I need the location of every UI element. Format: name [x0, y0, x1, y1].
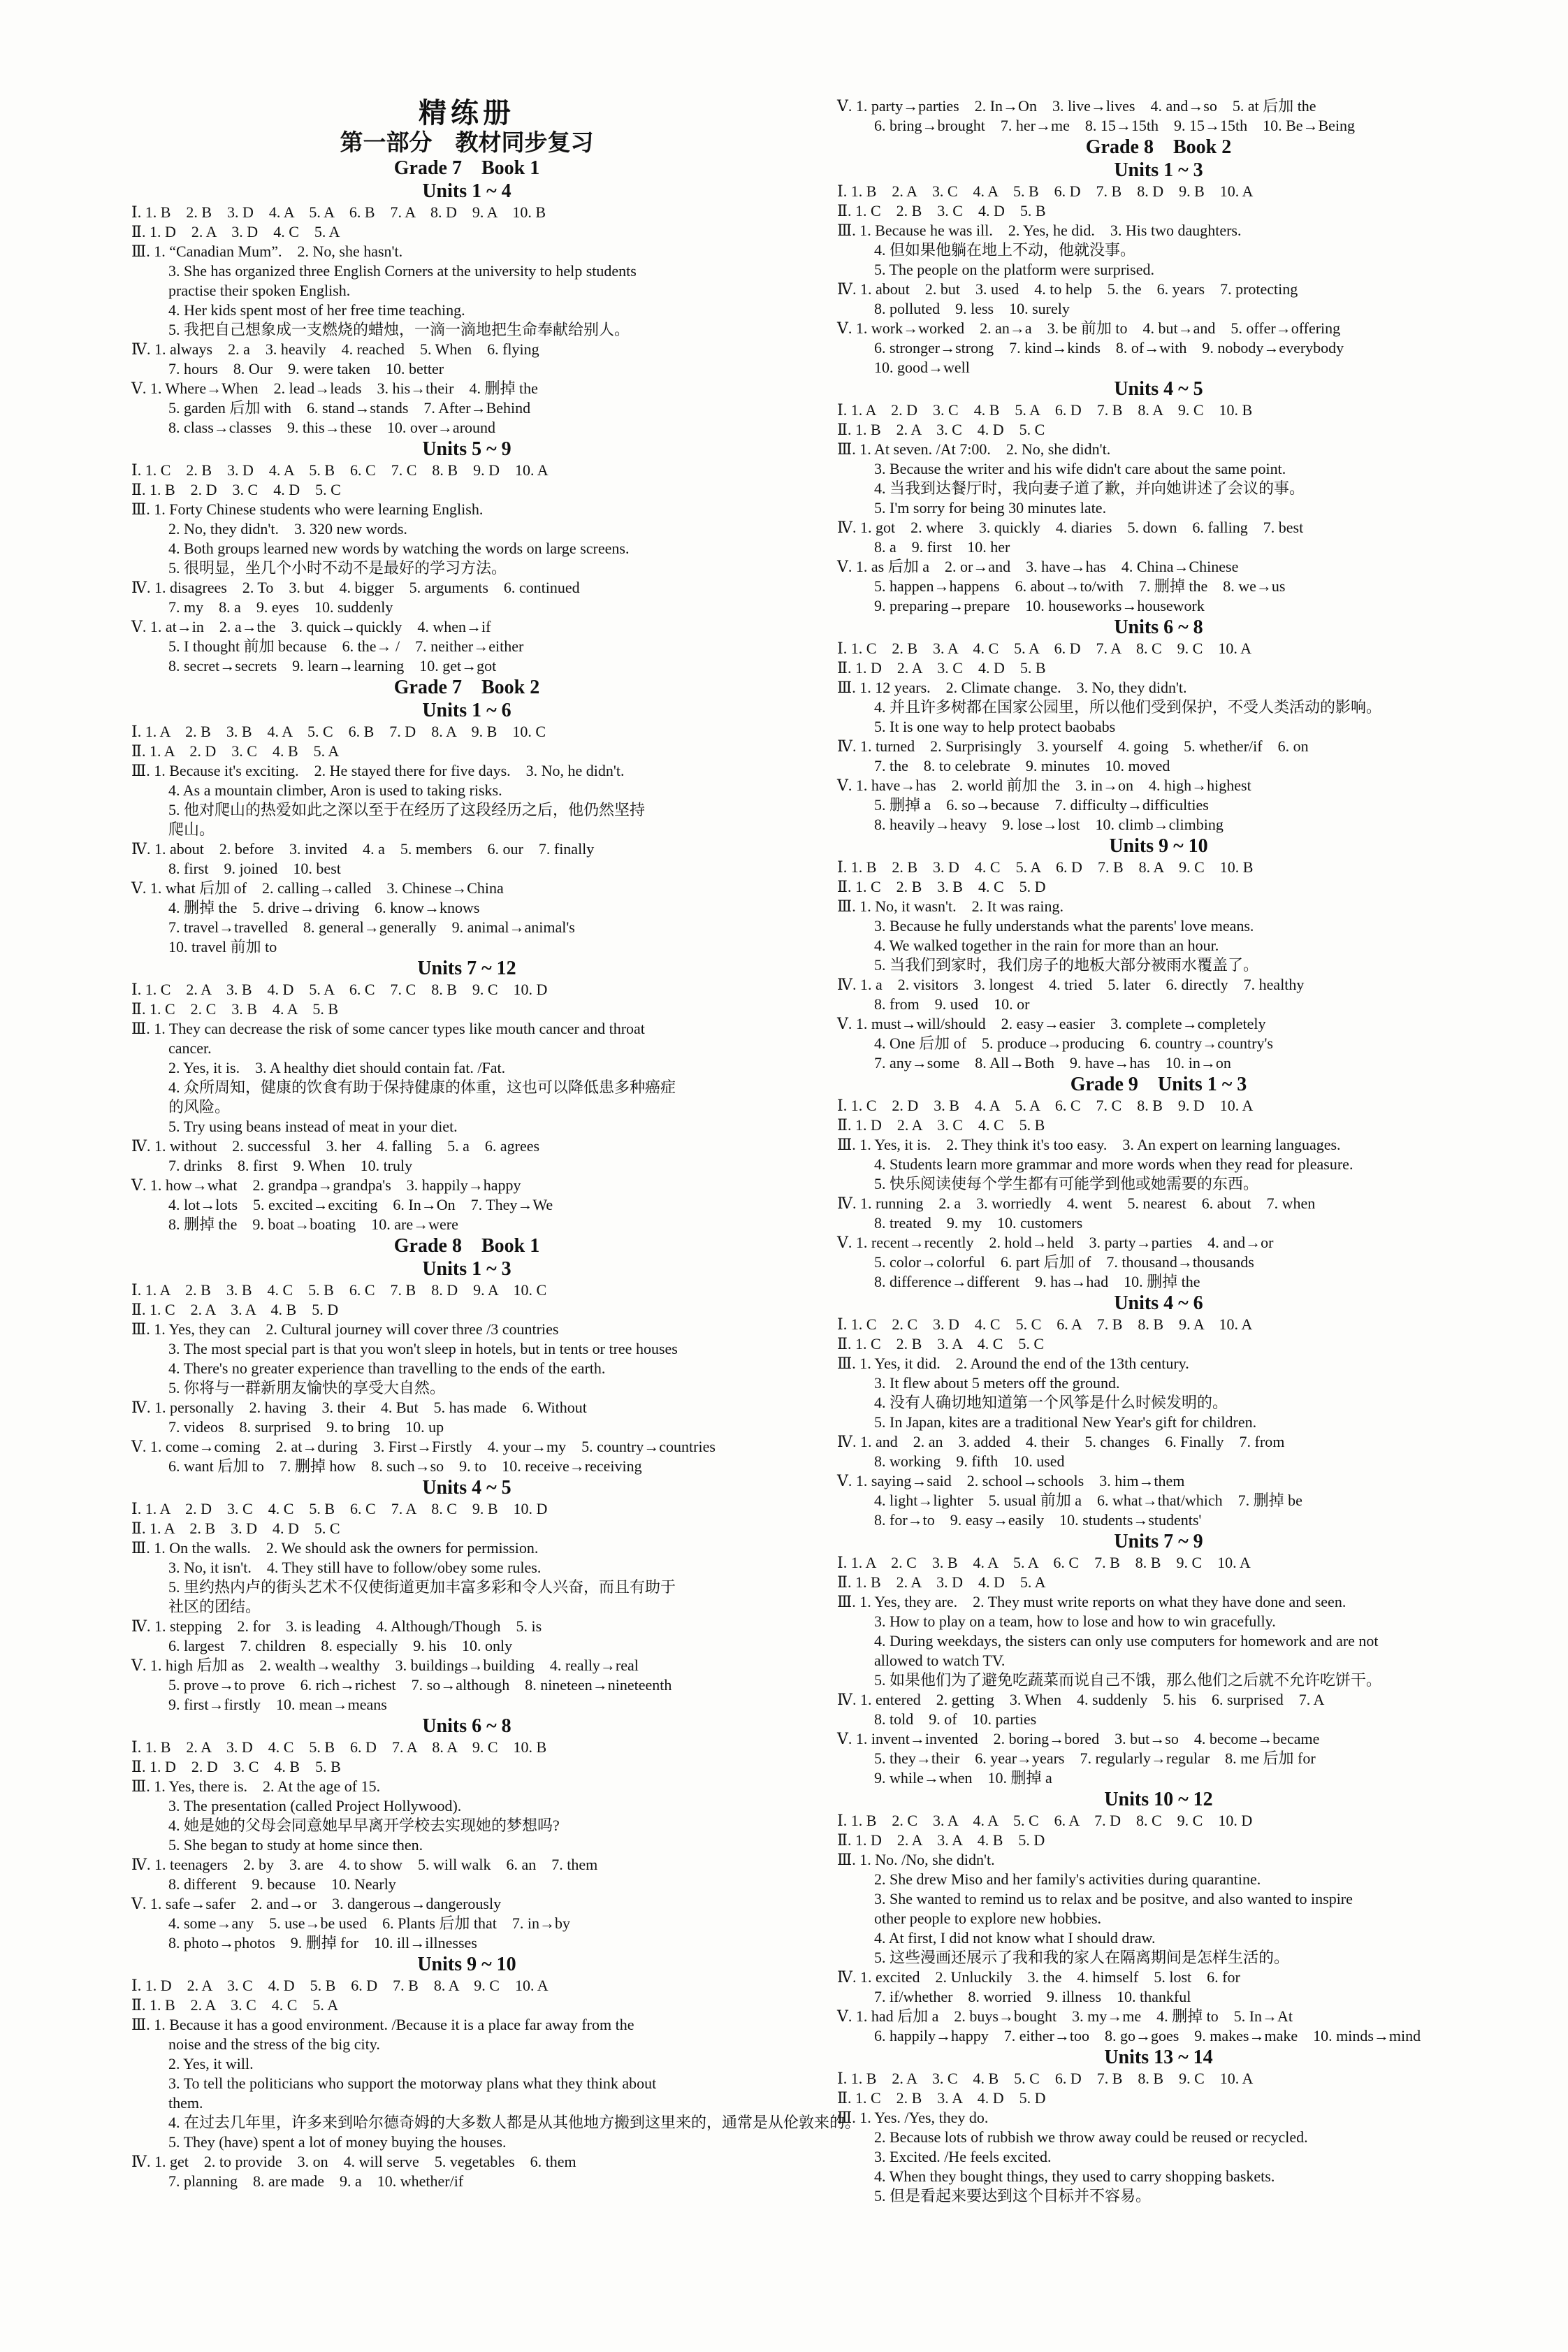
answer-line: Ⅲ. 1. No. /No, she didn't. [837, 1851, 995, 1868]
answer-line: 3. It flew about 5 meters off the ground. [874, 1374, 1120, 1392]
answer-line: 4. 没有人确切地知道第一个风筝是什么时候发明的。 [874, 1394, 1228, 1411]
answer-line: 8. heavily→heavy 9. lose→lost 10. climb→climbing [874, 816, 1224, 833]
answer-line: 5. I thought 前加 because 6. the→ / 7. neither→either [168, 637, 524, 655]
answer-line: 5. 你将与一群新朋友愉快的享受大自然。 [168, 1379, 446, 1397]
answer-line: 4. 删掉 the 5. drive→driving 6. know→knows [168, 899, 480, 916]
answer-line: Ⅱ. 1. B 2. A 3. D 4. D 5. A [837, 1573, 1046, 1591]
answer-line: Ⅴ. 1. high 后加 as 2. wealth→wealthy 3. buildings→building 4. really→real [131, 1657, 639, 1674]
answer-line: 8. difference→different 9. has→had 10. 删掉 the [874, 1273, 1200, 1290]
answer-line: 7. any→some 8. All→Both 9. have→has 10. in→on [874, 1054, 1231, 1072]
answer-line: them. [168, 2094, 203, 2112]
section-heading: Units 4 ~ 5 [422, 1477, 511, 1499]
answer-line: 5. The people on the platform were surprised. [874, 261, 1154, 278]
answer-line: Ⅱ. 1. A 2. B 3. D 4. D 5. C [131, 1520, 340, 1537]
answer-line: Ⅲ. 1. Yes, there is. 2. At the age of 15. [131, 1777, 381, 1795]
answer-line: Ⅳ. 1. personally 2. having 3. their 4. But 5. has made 6. Without [131, 1399, 587, 1416]
answer-line: Ⅳ. 1. a 2. visitors 3. longest 4. tried 5. later 6. directly 7. healthy [837, 976, 1305, 993]
answer-line: 4. 并且许多树都在国家公园里，所以他们受到保护，不受人类活动的影响。 [874, 698, 1382, 716]
answer-line: Ⅲ. 1. They can decrease the risk of some cancer types like mouth cancer and throat [131, 1020, 645, 1037]
answer-line: 6. bring→brought 7. her→me 8. 15→15th 9. 15→15th 10. Be→Being [874, 117, 1356, 134]
answer-line: 4. 但如果他躺在地上不动，他就没事。 [874, 241, 1136, 259]
answer-line: Ⅴ. 1. as 后加 a 2. or→and 3. have→has 4. China→Chinese [837, 558, 1239, 575]
answer-line: 3. The presentation (called Project Hollywood). [168, 1797, 462, 1814]
section-heading: Units 1 ~ 4 [422, 180, 511, 202]
answer-line: 4. Both groups learned new words by watching the words on large screens. [168, 540, 630, 557]
answer-line: 8. working 9. fifth 10. used [874, 1452, 1065, 1470]
answer-line: cancer. [168, 1039, 212, 1057]
answer-line: 4. At first, I did not know what I should draw. [874, 1929, 1156, 1947]
answer-line: Ⅴ. 1. had 后加 a 2. buys→bought 3. my→me 4. 删掉 to 5. In→At [837, 2007, 1293, 2025]
answer-line: 4. As a mountain climber, Aron is used to taking risks. [168, 781, 502, 799]
answer-line: 4. During weekdays, the sisters can only use computers for homework and are not [874, 1632, 1379, 1650]
answer-line: Ⅲ. 1. No, it wasn't. 2. It was raing. [837, 897, 1064, 915]
section-heading: Grade 7 Book 1 [393, 157, 540, 179]
answer-line: 4. One 后加 of 5. produce→producing 6. country→country's [874, 1034, 1273, 1052]
answer-line: Ⅴ. 1. Where→When 2. lead→leads 3. his→their 4. 删掉 the [131, 380, 538, 397]
answer-line: allowed to watch TV. [874, 1652, 1006, 1669]
answer-line: 6. stronger→strong 7. kind→kinds 8. of→with 9. nobody→everybody [874, 339, 1344, 356]
answer-line: other people to explore new hobbies. [874, 1910, 1102, 1927]
answer-line: 3. Because he fully understands what the parents' love means. [874, 917, 1254, 935]
answer-line: Ⅰ. 1. A 2. B 3. B 4. A 5. C 6. B 7. D 8. A 9. B 10. C [131, 723, 546, 740]
answer-line: 2. No, they didn't. 3. 320 new words. [168, 520, 407, 538]
answer-line: Ⅰ. 1. A 2. D 3. C 4. B 5. A 6. D 7. B 8. A 9. C 10. B [837, 401, 1253, 419]
answer-line: 5. happen→happens 6. about→to/with 7. 删掉 the 8. we→us [874, 577, 1286, 595]
answer-line: 5. 删掉 a 6. so→because 7. difficulty→difficulties [874, 796, 1209, 814]
answer-line: Ⅰ. 1. D 2. A 3. C 4. D 5. B 6. D 7. B 8. A 9. C 10. A [131, 1977, 549, 1994]
section-heading: Units 6 ~ 8 [422, 1715, 511, 1737]
answer-line: 2. She drew Miso and her family's activities during quarantine. [874, 1870, 1261, 1888]
answer-line: 6. want 后加 to 7. 删掉 how 8. such→so 9. to 10. receive→receiving [168, 1457, 642, 1475]
answer-line: Ⅳ. 1. get 2. to provide 3. on 4. will serve 5. vegetables 6. them [131, 2153, 576, 2170]
answer-line: 8. a 9. first 10. her [874, 538, 1010, 556]
answer-line: Ⅲ. 1. Because it's exciting. 2. He stayed there for five days. 3. No, he didn't. [131, 762, 625, 779]
answer-line: Ⅰ. 1. C 2. B 3. D 4. A 5. B 6. C 7. C 8. B 9. D 10. A [131, 461, 549, 479]
answer-line: 3. Excited. /He feels excited. [874, 2148, 1052, 2165]
answer-line: 3. To tell the politicians who support the motorway plans what they think about [168, 2075, 657, 2092]
answer-line: 2. Yes, it is. 3. A healthy diet should contain fat. /Fat. [168, 1059, 506, 1076]
answer-line: Ⅰ. 1. C 2. D 3. B 4. A 5. A 6. C 7. C 8. B 9. D 10. A [837, 1097, 1254, 1114]
answer-line: Ⅴ. 1. work→worked 2. an→a 3. be 前加 to 4. but→and 5. offer→offering [837, 319, 1341, 337]
answer-line: Ⅰ. 1. B 2. A 3. C 4. B 5. C 6. D 7. B 8. B 9. C 10. A [837, 2070, 1254, 2087]
section-heading: 精练册 [419, 97, 515, 129]
answer-line: Ⅱ. 1. A 2. D 3. C 4. B 5. A [131, 742, 340, 760]
section-heading: Units 9 ~ 10 [417, 1954, 516, 1975]
answer-line: 7. planning 8. are made 9. a 10. whether/if [168, 2172, 464, 2190]
section-heading: Grade 9 Units 1 ~ 3 [1070, 1074, 1247, 1095]
answer-line: Ⅳ. 1. always 2. a 3. heavily 4. reached 5. When 6. flying [131, 340, 539, 358]
answer-line: Ⅳ. 1. teenagers 2. by 3. are 4. to show 5. will walk 6. an 7. them [131, 1856, 598, 1873]
answer-line: Ⅴ. 1. must→will/should 2. easy→easier 3. complete→completely [837, 1015, 1266, 1032]
answer-line: 8. treated 9. my 10. customers [874, 1214, 1083, 1232]
answer-line: 4. 她是她的父母会同意她早早离开学校去实现她的梦想吗? [168, 1817, 560, 1834]
answer-line: 6. happily→happy 7. either→too 8. go→goes 9. makes→make 10. minds→mind [874, 2027, 1421, 2044]
answer-line: 4. 众所周知，健康的饮食有助于保持健康的体重，这也可以降低患多种癌症 [168, 1078, 676, 1096]
answer-line: Ⅴ. 1. at→in 2. a→the 3. quick→quickly 4. when→if [131, 618, 491, 635]
answer-line: 9. first→firstly 10. mean→means [168, 1696, 387, 1713]
answer-line: 7. hours 8. Our 9. were taken 10. better [168, 360, 444, 377]
answer-line: 5. 这些漫画还展示了我和我的家人在隔离期间是怎样生活的。 [874, 1949, 1290, 1966]
section-heading: Units 4 ~ 6 [1114, 1292, 1203, 1314]
answer-line: 5. In Japan, kites are a traditional New Year's gift for children. [874, 1413, 1257, 1431]
answer-line: 5. 里约热内卢的街头艺术不仅使街道更加丰富多彩和令人兴奋，而且有助于 [168, 1578, 676, 1596]
section-heading: Grade 8 Book 1 [393, 1235, 540, 1257]
answer-line: 8. from 9. used 10. or [874, 995, 1030, 1013]
answer-line: Ⅱ. 1. D 2. D 3. C 4. B 5. B [131, 1758, 341, 1775]
answer-line: noise and the stress of the big city. [168, 2035, 380, 2053]
answer-line: Ⅱ. 1. B 2. A 3. C 4. C 5. A [131, 1996, 339, 2014]
answer-line: 3. She wanted to remind us to relax and be positve, and also wanted to inspire [874, 1890, 1353, 1907]
answer-line: 7. the 8. to celebrate 9. minutes 10. moved [874, 757, 1170, 774]
answer-line: 8. polluted 9. less 10. surely [874, 300, 1070, 317]
answer-line: 4. When they bought things, they used to carry shopping baskets. [874, 2167, 1275, 2185]
section-heading: Units 7 ~ 12 [417, 958, 516, 979]
answer-line: Ⅱ. 1. D 2. A 3. C 4. D 5. B [837, 659, 1046, 677]
section-heading: Units 5 ~ 9 [422, 438, 511, 460]
answer-line: 5. They (have) spent a lot of money buying the houses. [168, 2133, 507, 2151]
answer-line: 9. while→when 10. 删掉 a [874, 1769, 1052, 1787]
answer-line: 7. my 8. a 9. eyes 10. suddenly [168, 598, 393, 616]
answer-line: 5. 如果他们为了避免吃蔬菜而说自己不饿，那么他们之后就不允许吃饼干。 [874, 1671, 1382, 1689]
section-heading: Units 9 ~ 10 [1109, 835, 1208, 857]
answer-line: 4. Her kids spent most of her free time teaching. [168, 301, 465, 319]
answer-line: Ⅴ. 1. party→parties 2. In→On 3. live→lives 4. and→so 5. at 后加 the [837, 97, 1316, 115]
answer-line: 4. some→any 5. use→be used 6. Plants 后加 that 7. in→by [168, 1914, 571, 1932]
answer-line: Ⅳ. 1. about 2. but 3. used 4. to help 5. the 6. years 7. protecting [837, 280, 1298, 298]
answer-line: 5. It is one way to help protect baobabs [874, 718, 1116, 735]
answer-line: 3. No, it isn't. 4. They still have to follow/obey some rules. [168, 1559, 542, 1576]
answer-line: 3. The most special part is that you won't sleep in hotels, but in tents or tree houses [168, 1340, 678, 1357]
answer-line: Ⅰ. 1. C 2. A 3. B 4. D 5. A 6. C 7. C 8. B 9. C 10. D [131, 981, 548, 998]
answer-line: Ⅱ. 1. C 2. B 3. B 4. C 5. D [837, 878, 1046, 895]
answer-line: Ⅱ. 1. C 2. C 3. B 4. A 5. B [131, 1000, 339, 1018]
answer-line: 7. videos 8. surprised 9. to bring 10. up [168, 1418, 444, 1436]
answer-line: 2. Because lots of rubbish we throw away could be reused or recycled. [874, 2128, 1308, 2146]
answer-line: 5. prove→to prove 6. rich→richest 7. so→although 8. nineteen→nineteenth [168, 1676, 672, 1694]
answer-line: Ⅴ. 1. come→coming 2. at→during 3. First→Firstly 4. your→my 5. country→countries [131, 1438, 716, 1455]
section-heading: 第一部分 教材同步复习 [340, 131, 594, 156]
answer-line: 10. travel 前加 to [168, 938, 277, 955]
answer-line: 5. 但是看起来要达到这个目标并不容易。 [874, 2187, 1152, 2205]
answer-line: 4. We walked together in the rain for more than an hour. [874, 937, 1219, 954]
answer-line: Ⅱ. 1. B 2. A 3. C 4. D 5. C [837, 421, 1045, 438]
answer-line: 8. secret→secrets 9. learn→learning 10. get→got [168, 657, 497, 674]
answer-line: 8. different 9. because 10. Nearly [168, 1875, 396, 1893]
answer-line: Ⅲ. 1. Yes, it did. 2. Around the end of the 13th century. [837, 1355, 1189, 1372]
answer-line: 9. preparing→prepare 10. houseworks→housework [874, 597, 1205, 614]
answer-line: 5. 当我们到家时，我们房子的地板大部分被雨水覆盖了。 [874, 956, 1259, 974]
answer-line: Ⅰ. 1. B 2. B 3. D 4. A 5. A 6. B 7. A 8. D 9. A 10. B [131, 203, 546, 221]
section-heading: Units 7 ~ 9 [1114, 1531, 1203, 1552]
answer-line: Ⅲ. 1. Yes. /Yes, they do. [837, 2109, 989, 2126]
answer-line: 5. Try using beans instead of meat in your diet. [168, 1118, 458, 1135]
answer-line: 3. How to play on a team, how to lose and how to win gracefully. [874, 1613, 1276, 1630]
answer-line: 8. for→to 9. easy→easily 10. students→students' [874, 1511, 1202, 1529]
answer-line: Ⅰ. 1. B 2. A 3. D 4. C 5. B 6. D 7. A 8. A 9. C 10. B [131, 1738, 547, 1756]
answer-line: Ⅰ. 1. A 2. D 3. C 4. C 5. B 6. C 7. A 8. C 9. B 10. D [131, 1500, 548, 1517]
answer-line: 4. 在过去几年里，许多来到哈尔德奇姆的大多数人都是从其他地方搬到这里来的，通常是从伦敦来的。 [168, 2114, 861, 2131]
answer-line: Ⅱ. 1. C 2. B 3. A 4. D 5. D [837, 2089, 1046, 2107]
section-heading: Grade 8 Book 2 [1085, 136, 1232, 158]
answer-line: Ⅲ. 1. At seven. /At 7:00. 2. No, she didn't. [837, 440, 1111, 458]
answer-line: 5. garden 后加 with 6. stand→stands 7. After→Behind [168, 399, 531, 417]
answer-line: 5. 很明显，坐几个小时不动不是最好的学习方法。 [168, 559, 507, 577]
section-heading: Grade 7 Book 2 [393, 677, 540, 698]
answer-line: 的风险。 [168, 1098, 231, 1116]
answer-line: Ⅰ. 1. B 2. A 3. C 4. A 5. B 6. D 7. B 8. D 9. B 10. A [837, 182, 1254, 200]
answer-line: 5. 快乐阅读使每个学生都有可能学到他或她需要的东西。 [874, 1175, 1259, 1192]
section-heading: Units 13 ~ 14 [1104, 2047, 1213, 2068]
answer-line: 4. There's no greater experience than travelling to the ends of the earth. [168, 1359, 606, 1377]
answer-line: Ⅴ. 1. how→what 2. grandpa→grandpa's 3. happily→happy [131, 1176, 521, 1194]
answer-line: Ⅱ. 1. D 2. A 3. C 4. C 5. B [837, 1116, 1045, 1134]
section-heading: Units 10 ~ 12 [1104, 1789, 1213, 1810]
section-heading: Units 6 ~ 8 [1114, 616, 1203, 638]
answer-line: Ⅴ. 1. recent→recently 2. hold→held 3. party→parties 4. and→or [837, 1234, 1274, 1251]
answer-line: 4. Students learn more grammar and more words when they read for pleasure. [874, 1155, 1353, 1173]
answer-line: Ⅳ. 1. turned 2. Surprisingly 3. yourself 4. going 5. whether/if 6. on [837, 737, 1309, 755]
answer-line: Ⅳ. 1. without 2. successful 3. her 4. falling 5. a 6. agrees [131, 1137, 540, 1155]
answer-line: 7. drinks 8. first 9. When 10. truly [168, 1157, 413, 1174]
answer-line: 5. 我把自己想象成一支燃烧的蜡烛，一滴一滴地把生命奉献给别人。 [168, 321, 630, 338]
answer-line: Ⅰ. 1. B 2. C 3. A 4. A 5. C 6. A 7. D 8. C 9. C 10. D [837, 1812, 1253, 1829]
answer-line: Ⅰ. 1. C 2. C 3. D 4. C 5. C 6. A 7. B 8. B 9. A 10. A [837, 1315, 1253, 1333]
section-heading: Units 1 ~ 3 [1114, 159, 1203, 181]
answer-line: 5. they→their 6. year→years 7. regularly→regular 8. me 后加 for [874, 1749, 1316, 1767]
answer-line: Ⅱ. 1. C 2. A 3. A 4. B 5. D [131, 1301, 339, 1318]
answer-line: 5. color→colorful 6. part 后加 of 7. thousand→thousands [874, 1253, 1254, 1271]
answer-line: 5. She began to study at home since then. [168, 1836, 423, 1854]
answer-line: Ⅴ. 1. safe→safer 2. and→or 3. dangerous→dangerously [131, 1895, 502, 1912]
answer-line: Ⅲ. 1. Because he was ill. 2. Yes, he did. 3. His two daughters. [837, 222, 1242, 239]
answer-line: Ⅴ. 1. invent→invented 2. boring→bored 3. but→so 4. become→became [837, 1730, 1320, 1747]
answer-line: 3. She has organized three English Corners at the university to help students [168, 262, 637, 280]
answer-line: Ⅲ. 1. “Canadian Mum”. 2. No, she hasn't. [131, 243, 403, 260]
answer-line: Ⅳ. 1. and 2. an 3. added 4. their 5. changes 6. Finally 7. from [837, 1433, 1285, 1450]
answer-line: 8. 删掉 the 9. boat→boating 10. are→were [168, 1215, 458, 1233]
answer-line: Ⅲ. 1. Yes, they are. 2. They must write reports on what they have done and seen. [837, 1593, 1346, 1610]
answer-line: Ⅱ. 1. C 2. B 3. A 4. C 5. C [837, 1335, 1045, 1352]
answer-line: 社区的团结。 [168, 1598, 261, 1615]
answer-line: Ⅳ. 1. stepping 2. for 3. is leading 4. Although/Though 5. is [131, 1617, 542, 1635]
section-heading: Units 4 ~ 5 [1114, 378, 1203, 400]
answer-line: 7. travel→travelled 8. general→generally 9. animal→animal's [168, 918, 575, 936]
answer-line: Ⅱ. 1. D 2. A 3. D 4. C 5. A [131, 223, 340, 240]
answer-line: 10. good→well [874, 359, 970, 376]
answer-line: 8. first 9. joined 10. best [168, 860, 341, 877]
answer-line: Ⅰ. 1. A 2. C 3. B 4. A 5. A 6. C 7. B 8. B 9. C 10. A [837, 1554, 1251, 1571]
answer-line: Ⅱ. 1. C 2. B 3. C 4. D 5. B [837, 202, 1046, 219]
answer-line: 6. largest 7. children 8. especially 9. his 10. only [168, 1637, 513, 1654]
answer-line: 8. photo→photos 9. 删掉 for 10. ill→illnesses [168, 1934, 477, 1951]
answer-line: Ⅲ. 1. On the walls. 2. We should ask the owners for permission. [131, 1539, 539, 1557]
answer-line: Ⅲ. 1. 12 years. 2. Climate change. 3. No, they didn't. [837, 679, 1187, 696]
answer-line: Ⅱ. 1. D 2. A 3. A 4. B 5. D [837, 1831, 1045, 1849]
answer-line: Ⅲ. 1. Forty Chinese students who were learning English. [131, 500, 484, 518]
section-heading: Units 1 ~ 6 [422, 700, 511, 721]
answer-line: Ⅳ. 1. running 2. a 3. worriedly 4. went 5. nearest 6. about 7. when [837, 1195, 1316, 1212]
answer-line: 4. light→lighter 5. usual 前加 a 6. what→that/which 7. 删掉 be [874, 1492, 1302, 1509]
answer-line: 5. I'm sorry for being 30 minutes late. [874, 499, 1107, 517]
answer-line: 8. class→classes 9. this→these 10. over→around [168, 419, 496, 436]
answer-line: 8. told 9. of 10. parties [874, 1710, 1037, 1728]
answer-line: 爬山。 [168, 821, 215, 838]
answer-line: Ⅳ. 1. disagrees 2. To 3. but 4. bigger 5. arguments 6. continued [131, 579, 580, 596]
answer-line: practise their spoken English. [168, 282, 351, 299]
answer-line: 4. lot→lots 5. excited→exciting 6. In→On 7. They→We [168, 1196, 553, 1213]
answer-line: Ⅲ. 1. Because it has a good environment. /Because it is a place far away from the [131, 2016, 634, 2033]
answer-line: Ⅴ. 1. what 后加 of 2. calling→called 3. Chinese→China [131, 879, 504, 897]
answer-line: Ⅰ. 1. C 2. B 3. A 4. C 5. A 6. D 7. A 8. C 9. C 10. A [837, 640, 1252, 657]
answer-line: 2. Yes, it will. [168, 2055, 254, 2072]
section-heading: Units 1 ~ 3 [422, 1258, 511, 1280]
answer-line: Ⅲ. 1. Yes, they can 2. Cultural journey will cover three /3 countries [131, 1320, 559, 1338]
answer-line: Ⅰ. 1. A 2. B 3. B 4. C 5. B 6. C 7. B 8. D 9. A 10. C [131, 1281, 547, 1299]
answer-line: Ⅳ. 1. excited 2. Unluckily 3. the 4. himself 5. lost 6. for [837, 1968, 1240, 1986]
answer-line: 4. 当我到达餐厅时，我向妻子道了歉，并向她讲述了会议的事。 [874, 479, 1305, 497]
answer-line: 5. 他对爬山的热爱如此之深以至于在经历了这段经历之后，他仍然坚持 [168, 801, 646, 818]
answer-column-right [837, 96, 1480, 2206]
answer-line: Ⅴ. 1. have→has 2. world 前加 the 3. in→on 4. high→highest [837, 777, 1251, 794]
answer-column-left [131, 96, 861, 2191]
answer-line: Ⅳ. 1. entered 2. getting 3. When 4. suddenly 5. his 6. surprised 7. A [837, 1691, 1325, 1708]
answer-line: Ⅲ. 1. Yes, it is. 2. They think it's too easy. 3. An expert on learning languages. [837, 1136, 1341, 1153]
answer-line: 3. Because the writer and his wife didn't care about the same point. [874, 460, 1286, 477]
answer-line: Ⅳ. 1. about 2. before 3. invited 4. a 5. members 6. our 7. finally [131, 840, 595, 858]
answer-line: 7. if/whether 8. worried 9. illness 10. thankful [874, 1988, 1191, 2005]
answer-line: Ⅰ. 1. B 2. B 3. D 4. C 5. A 6. D 7. B 8. A 9. C 10. B [837, 858, 1254, 876]
answer-line: Ⅱ. 1. B 2. D 3. C 4. D 5. C [131, 481, 341, 498]
answer-line: Ⅳ. 1. got 2. where 3. quickly 4. diaries 5. down 6. falling 7. best [837, 519, 1304, 536]
answer-line: Ⅴ. 1. saying→said 2. school→schools 3. him→them [837, 1472, 1185, 1489]
